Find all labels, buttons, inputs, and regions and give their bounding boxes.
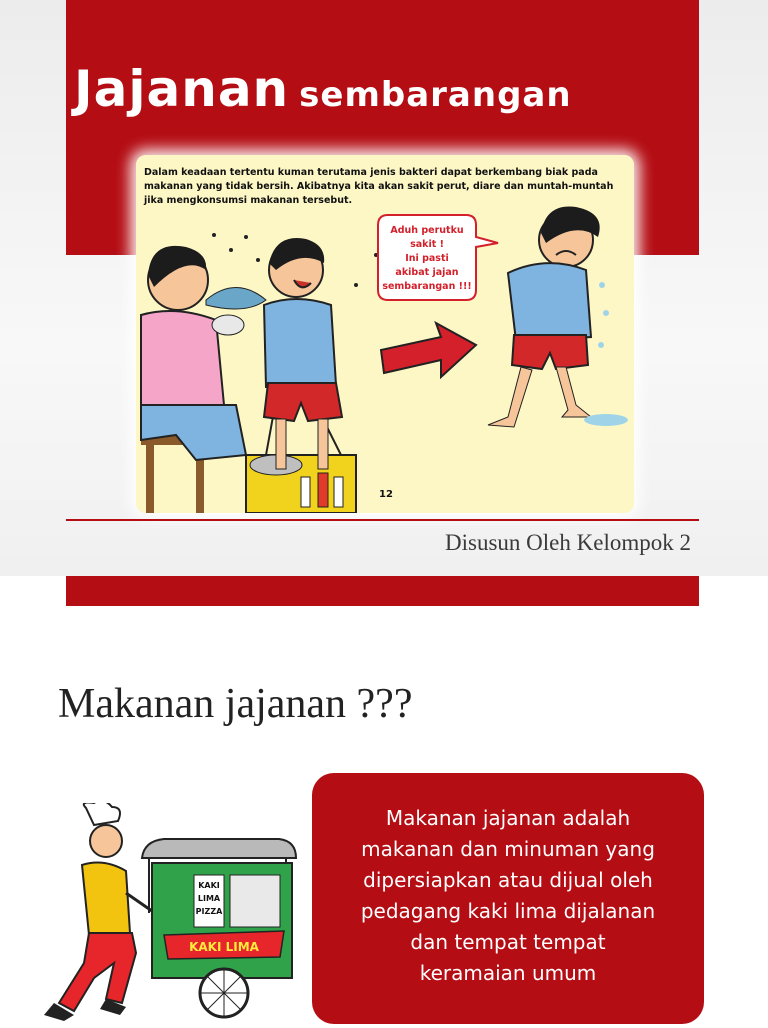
- title-word-jajanan: Jajanan: [74, 60, 290, 118]
- speech-line-1: Aduh perutku: [390, 225, 464, 236]
- speech-line-4: akibat jajan: [395, 267, 459, 278]
- definition-box: [312, 773, 704, 1024]
- speech-line-3: Ini pasti: [405, 253, 449, 264]
- title-word-sembarangan: sembarangan: [299, 75, 572, 115]
- comic-caption-line-3: jika mengkonsumsi makanan tersebut.: [144, 195, 353, 206]
- slide-title: [74, 60, 572, 118]
- cart-sign-line-1: KAKI: [198, 881, 220, 890]
- title-red-footer: [66, 576, 699, 606]
- comic-page-number: 12: [379, 489, 393, 500]
- cart-sign-line-3: PIZZA: [195, 907, 223, 916]
- comic-caption-line-2: makanan yang tidak bersih. Akibatnya kita akan sakit perut, diare dan muntah-muntah: [144, 181, 614, 192]
- definition-line-1: Makanan jajanan adalah: [385, 805, 631, 830]
- definition-text: [361, 803, 655, 989]
- slide-subtitle: Disusun Oleh Kelompok 2: [445, 530, 691, 555]
- definition-line-6: keramaian umum: [419, 960, 597, 985]
- speech-line-2: sakit !: [410, 239, 444, 250]
- cart-sign-line-2: LIMA: [197, 894, 221, 903]
- cart-banner: KAKI LIMA: [189, 940, 259, 954]
- definition-line-5: dan tempat tempat: [410, 929, 606, 954]
- street-vendor-illustration: [34, 803, 304, 1024]
- comic-caption-line-1: Dalam keadaan tertentu kuman terutama jenis bakteri dapat berkembang biak pada: [144, 167, 598, 178]
- title-divider: [66, 519, 699, 521]
- comic-illustration: [136, 155, 634, 513]
- speech-line-5: sembarangan !!!: [382, 281, 472, 292]
- definition-line-3: dipersiapkan atau dijual oleh: [363, 867, 653, 892]
- definition-line-2: makanan dan minuman yang: [361, 836, 655, 861]
- section-heading: Makanan jajanan ???: [58, 681, 413, 727]
- definition-line-4: pedagang kaki lima dijalanan: [360, 898, 656, 923]
